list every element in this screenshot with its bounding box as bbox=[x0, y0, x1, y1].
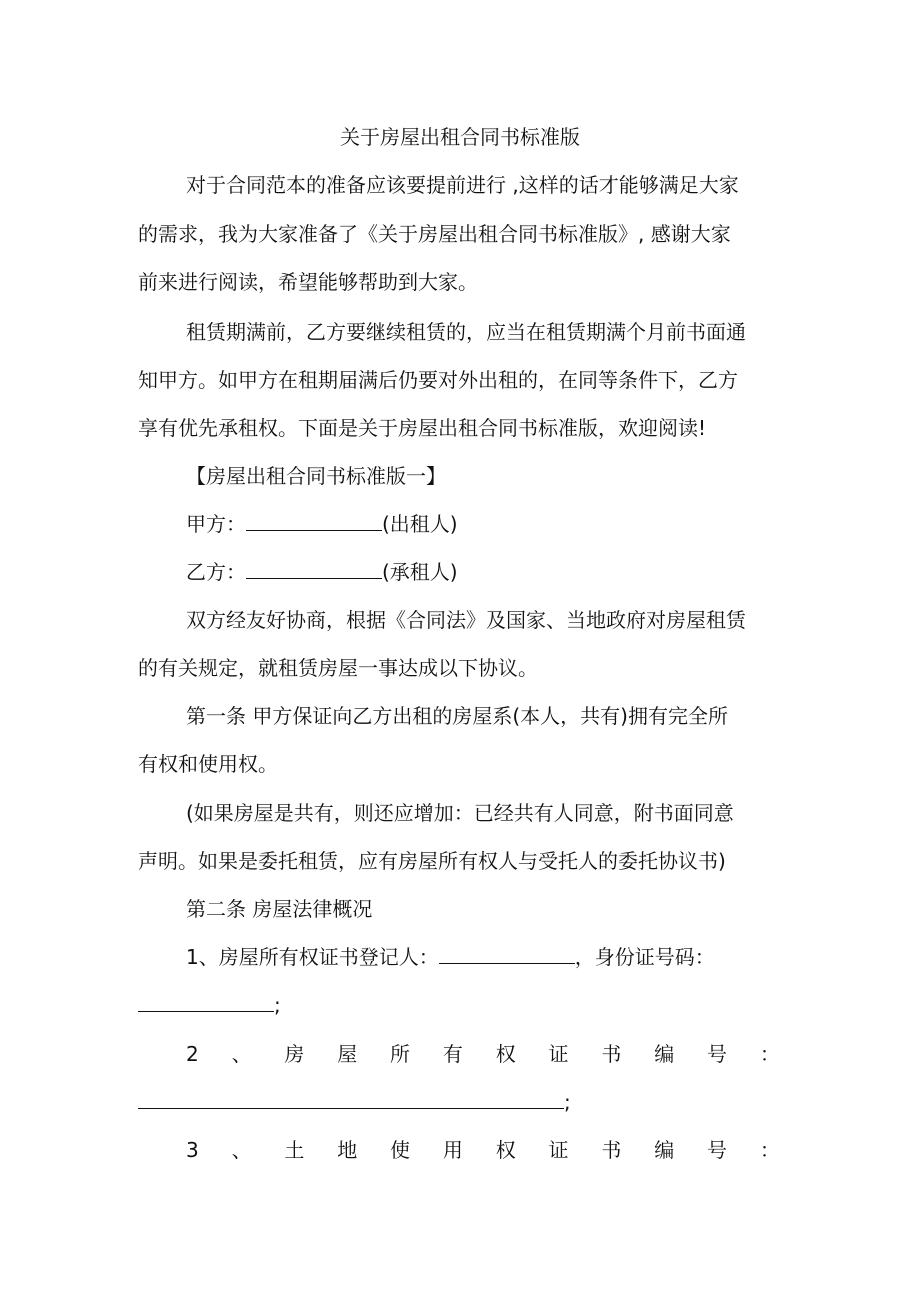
article-2-heading: 第二条 房屋法律概况 bbox=[186, 897, 373, 921]
article-1-line-2: 有权和使用权。 bbox=[138, 752, 278, 776]
item-3-char: 地 bbox=[337, 1138, 358, 1162]
item-3-char: 证 bbox=[548, 1138, 569, 1162]
item-2-char: 有 bbox=[442, 1042, 463, 1066]
item-3-char: 用 bbox=[442, 1138, 463, 1162]
section-heading: 【房屋出租合同书标准版一】 bbox=[186, 464, 446, 488]
item-3-char: 使 bbox=[390, 1138, 411, 1162]
party-a-role: (出租人) bbox=[382, 512, 458, 536]
item-1-label: 1、房屋所有权证书登记人： bbox=[186, 945, 439, 969]
note-line-1: (如果房屋是共有，则还应增加：已经共有人同意，附书面同意 bbox=[186, 801, 734, 825]
note-line-2: 声明。如果是委托租赁，应有房屋所有权人与受托人的委托协议书) bbox=[138, 849, 726, 873]
article-1-line-1: 第一条 甲方保证向乙方出租的房屋系(本人，共有)拥有完全所 bbox=[186, 704, 728, 728]
intro-line-2: 的需求，我为大家准备了《关于房屋出租合同书标准版》, 感谢大家 bbox=[138, 222, 731, 246]
item-1-end: ; bbox=[274, 993, 281, 1017]
lease-line-2: 知甲方。如甲方在租期届满后仍要对外出租的，在同等条件下，乙方 bbox=[138, 368, 738, 392]
item-3-char: 、 bbox=[231, 1138, 252, 1162]
item-1-continuation bbox=[138, 991, 281, 1019]
item-3-char: 编 bbox=[654, 1138, 675, 1162]
item-3-char: 书 bbox=[601, 1138, 622, 1162]
item-3-char: 土 bbox=[284, 1138, 305, 1162]
item-2-char: ： bbox=[759, 1042, 780, 1066]
item-2-char: 编 bbox=[654, 1042, 675, 1066]
item-2-char: 房 bbox=[284, 1042, 305, 1066]
item-3-char: 3 bbox=[186, 1138, 199, 1162]
item-2-char: 权 bbox=[495, 1042, 516, 1066]
item-2-char: 号 bbox=[707, 1042, 728, 1066]
item-3-char: 权 bbox=[495, 1138, 516, 1162]
item-2-line bbox=[186, 1040, 780, 1068]
item-2-char: 2 bbox=[186, 1042, 199, 1066]
party-b-role: (承租人) bbox=[382, 560, 458, 584]
party-a-line bbox=[186, 510, 458, 538]
document-title: 关于房屋出租合同书标准版 bbox=[340, 125, 580, 149]
party-b-line bbox=[186, 558, 458, 586]
item-1-id-label: ，身份证号码： bbox=[574, 945, 715, 969]
item-2-continuation bbox=[138, 1088, 571, 1116]
consult-line-2: 的有关规定，就租赁房屋一事达成以下协议。 bbox=[138, 656, 538, 680]
lease-line-1: 租赁期满前，乙方要继续租赁的，应当在租赁期满个月前书面通 bbox=[186, 320, 746, 344]
item-3-line bbox=[186, 1136, 780, 1164]
item-2-end: ; bbox=[564, 1090, 571, 1114]
party-a-blank bbox=[246, 512, 382, 531]
item-2-char: 所 bbox=[390, 1042, 411, 1066]
item-2-char: 证 bbox=[548, 1042, 569, 1066]
item-3-char: ： bbox=[759, 1138, 780, 1162]
lease-line-3: 享有优先承租权。下面是关于房屋出租合同书标准版，欢迎阅读! bbox=[138, 416, 707, 440]
party-b-blank bbox=[246, 560, 382, 579]
item-1-id-blank bbox=[138, 993, 274, 1012]
item-3-char: 号 bbox=[707, 1138, 728, 1162]
intro-line-1: 对于合同范本的准备应该要提前进行 ,这样的话才能够满足大家 bbox=[186, 173, 739, 197]
party-b-label: 乙方： bbox=[186, 560, 246, 584]
item-2-char: 、 bbox=[231, 1042, 252, 1066]
item-1-line bbox=[186, 943, 715, 971]
item-2-char: 屋 bbox=[337, 1042, 358, 1066]
item-2-char: 书 bbox=[601, 1042, 622, 1066]
item-1-owner-blank bbox=[439, 945, 575, 964]
item-2-number-blank bbox=[138, 1090, 564, 1109]
party-a-label: 甲方： bbox=[186, 512, 246, 536]
consult-line-1: 双方经友好协商，根据《合同法》及国家、当地政府对房屋租赁 bbox=[186, 608, 746, 632]
intro-line-3: 前来进行阅读，希望能够帮助到大家。 bbox=[138, 270, 478, 294]
